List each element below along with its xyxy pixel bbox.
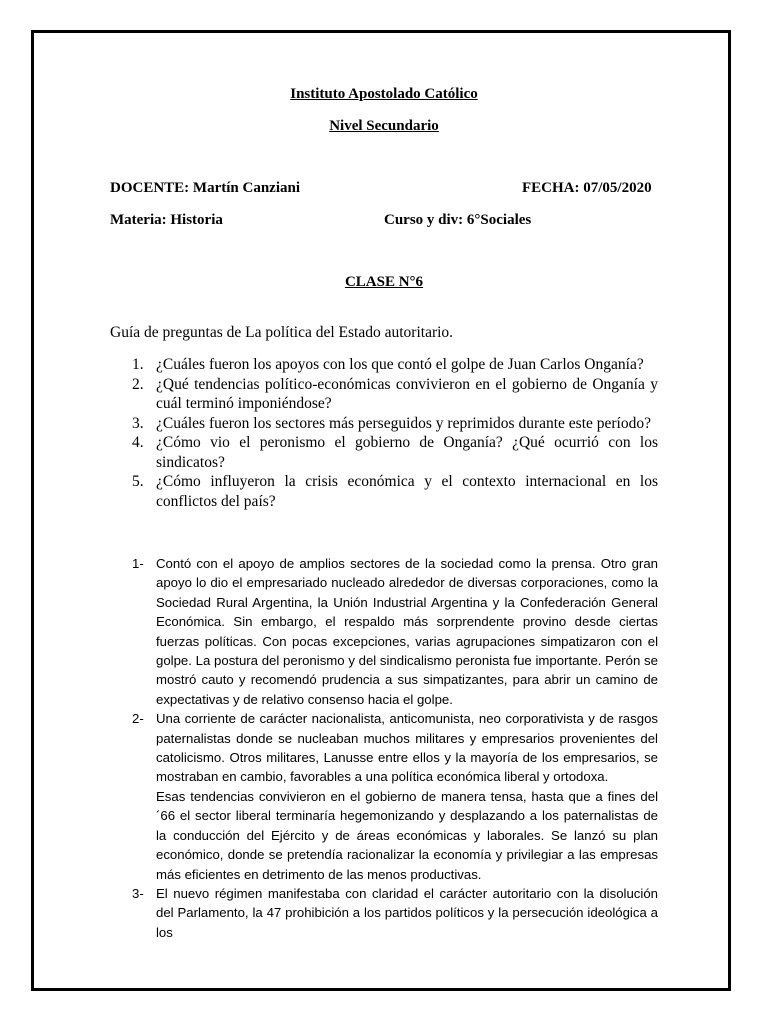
- answer-paragraph: Contó con el apoyo de amplios sectores de la sociedad como la prensa. Otro gran apoyo lo dio el empresariado nucleado alrededor de diversas corporaciones, como la Sociedad Rural Argentina, la Unión Industrial Argentina y la Confederación General Económica. Sin embargo, el respaldo más sorprendente provino desde ciertas fuerzas políticas. Con pocas excepciones, varias agrupaciones simpatizaron con el golpe. La postura del peronismo y del sindicalismo peronista fue importante. Perón se mostró cauto y recomendó prudencia a sus simpatizantes, para abrir un camino de expectativas y de relativo consenso hacia el golpe.: [156, 556, 658, 707]
- answer-number: 1-: [132, 556, 144, 571]
- clase-heading: CLASE N°6: [344, 274, 424, 290]
- answer-paragraph: Una corriente de carácter nacionalista, anticomunista, neo corporativista y de rasgos paternalistas donde se nucleaban muchos militares y empresarios provenientes del catolicismo. Otros militares, Lanusse entre ellos y la mayoría de los empresarios, se mostraban en cambio, favorables a una política económica liberal y ortodoxa.: [156, 711, 658, 785]
- curso-label: Curso y div: 6°Sociales: [384, 212, 532, 228]
- answer-item: [110, 884, 658, 942]
- docente-label: DOCENTE: Martín Canziani: [110, 180, 301, 196]
- intro-text: Guía de preguntas de La política del Estado autoritario.: [110, 324, 454, 341]
- answer-number: 3-: [132, 885, 144, 901]
- question-text: ¿Cuáles fueron los sectores más perseguidos y reprimidos durante este período?: [156, 414, 651, 432]
- answer-item: [110, 554, 658, 709]
- institution-title: Instituto Apostolado Católico: [290, 86, 478, 102]
- question-number: 3.: [132, 414, 144, 432]
- question-item: [110, 414, 658, 434]
- question-item: [110, 375, 658, 414]
- questions-list: [110, 355, 658, 511]
- question-text: ¿Qué tendencias político-económicas convivieron en el gobierno de Onganía y cuál terminó imponiéndose?: [156, 375, 658, 412]
- answers-list: [110, 554, 658, 942]
- question-number: 5.: [132, 473, 144, 490]
- answer-item: [110, 709, 658, 884]
- question-item: [110, 355, 658, 375]
- question-text: ¿Cómo vio el peronismo el gobierno de Onganía? ¿Qué ocurrió con los sindicatos?: [156, 434, 658, 471]
- question-number: 1.: [132, 356, 144, 373]
- fecha-label: FECHA: 07/05/2020: [522, 180, 652, 196]
- level-title: Nivel Secundario: [329, 118, 439, 134]
- question-text: ¿Cómo influyeron la crisis económica y el contexto internacional en los conflictos del país?: [156, 473, 658, 510]
- answer-paragraph: El nuevo régimen manifestaba con claridad el carácter autoritario con la disolución del Parlamento, la 47 prohibición a los partidos políticos y la persecución ideológica a los: [156, 885, 658, 940]
- question-number: 4.: [132, 434, 144, 451]
- question-item: [110, 472, 658, 511]
- answer-number: 2-: [132, 711, 144, 727]
- question-number: 2.: [132, 375, 144, 393]
- materia-label: Materia: Historia: [110, 212, 223, 228]
- answer-paragraph: Esas tendencias convivieron en el gobierno de manera tensa, hasta que a fines del ´66 el sector liberal terminaría hegemonizando y desplazando a los paternalistas de la conducción del Ejército y de áreas económicas y laborales. Se lanzó su plan económico, donde se pretendía racionalizar la economía y privilegiar a las empresas más eficientes en detrimento de las menos productivas.: [156, 788, 658, 882]
- question-item: [110, 433, 658, 472]
- question-text: ¿Cuáles fueron los apoyos con los que contó el golpe de Juan Carlos Onganía?: [156, 356, 644, 373]
